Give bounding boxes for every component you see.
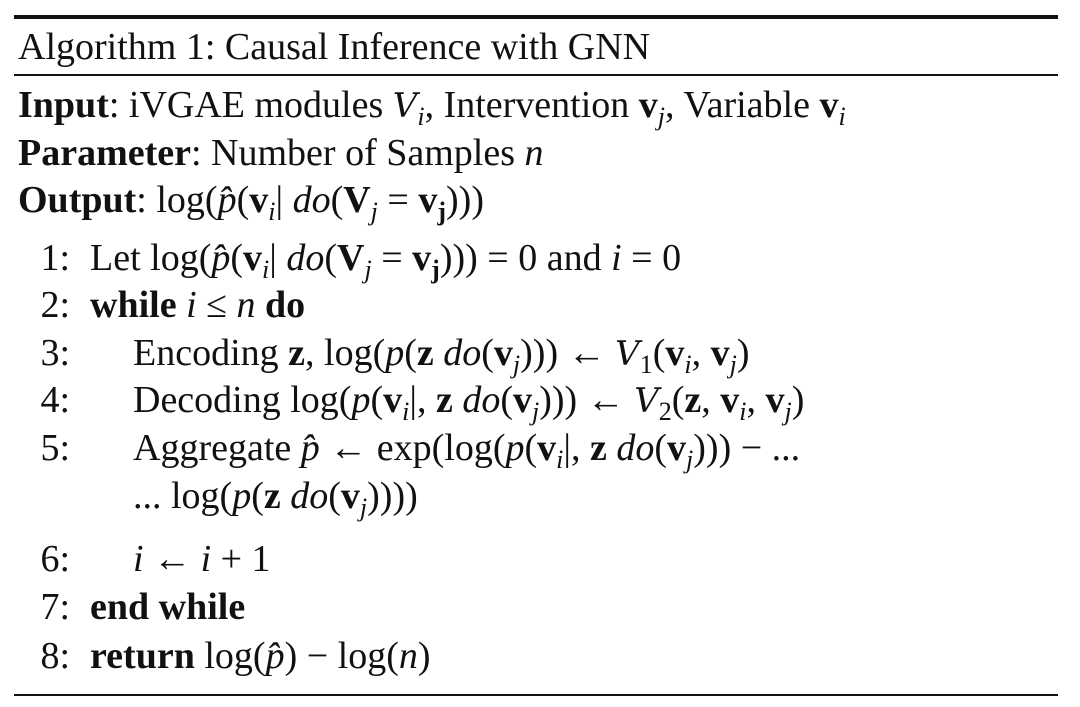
input-label: Input bbox=[18, 84, 109, 126]
step-7-number: 7: bbox=[40, 586, 70, 628]
step-8: return log(p̂) − log(n) bbox=[90, 635, 431, 677]
output-line: Output: $\log(p̂(v_i|$ $do(V_j = v_j)$)) bbox=[18, 179, 484, 226]
step-1-and: and bbox=[546, 237, 602, 279]
step-7-end-while: end while bbox=[90, 586, 246, 628]
step-2-number: 2: bbox=[40, 284, 70, 326]
parameter-line: Parameter: Number of Samples n bbox=[18, 132, 544, 174]
step-8-return: return bbox=[90, 635, 195, 677]
bottom-rule bbox=[14, 694, 1058, 696]
step-5-ellipsis: ... bbox=[133, 475, 162, 517]
step-3-number: 3: bbox=[40, 332, 70, 374]
output-label: Output bbox=[18, 179, 137, 221]
step-4-text: Decoding bbox=[133, 379, 281, 421]
step-5-number: 5: bbox=[40, 427, 70, 469]
step-3: Encoding z, log(p(z $do(v_j)$)) ← $V_1(v_i$, $v_j$) bbox=[133, 332, 750, 379]
input-rest-2: , Variable bbox=[665, 84, 810, 126]
step-1-text: Let bbox=[90, 237, 141, 279]
input-rest-1: , Intervention bbox=[424, 84, 630, 126]
step-2-while: while bbox=[90, 284, 177, 326]
step-2-do: do bbox=[264, 284, 306, 326]
parameter-text: : Number of Samples bbox=[191, 132, 516, 174]
step-5-text: Aggregate bbox=[133, 427, 292, 469]
step-4: Decoding $\log(p(v_i|$, z $do(v_j)$)) ← $V_2(z$, $v_i$, $v_j$) bbox=[133, 379, 805, 426]
parameter-label: Parameter bbox=[18, 132, 191, 174]
algorithm-title: Algorithm 1: Causal Inference with GNN bbox=[18, 26, 651, 68]
step-7 bbox=[90, 585, 245, 629]
step-1: Let $\log(p̂(v_i|$ $do(V_j = v_j))) = 0$ and i = 0 bbox=[90, 237, 682, 284]
step-4-number: 4: bbox=[40, 379, 70, 421]
step-3-text: Encoding bbox=[133, 332, 279, 374]
step-2: while i ≤ n do bbox=[90, 284, 306, 326]
step-8-number: 8: bbox=[40, 635, 70, 677]
step-1-number: 1: bbox=[40, 237, 70, 279]
input-text: : iVGAE modules bbox=[108, 84, 384, 126]
step-6-number: 6: bbox=[40, 538, 70, 580]
header-rule bbox=[14, 74, 1058, 76]
input-line: Input: iVGAE modules $V_i$, Intervention $v_j$, Variable $v_i$ bbox=[18, 84, 846, 131]
step-5: Aggregate p̂ ← $\exp(\log(p(v_i|$, z $do(v_j)$)) − ... bbox=[133, 427, 801, 474]
step-5-continuation: ... log(p(z $do(v_j)$))) bbox=[133, 475, 418, 522]
step-6: i ← i + 1 bbox=[133, 538, 271, 580]
top-rule bbox=[14, 15, 1058, 19]
